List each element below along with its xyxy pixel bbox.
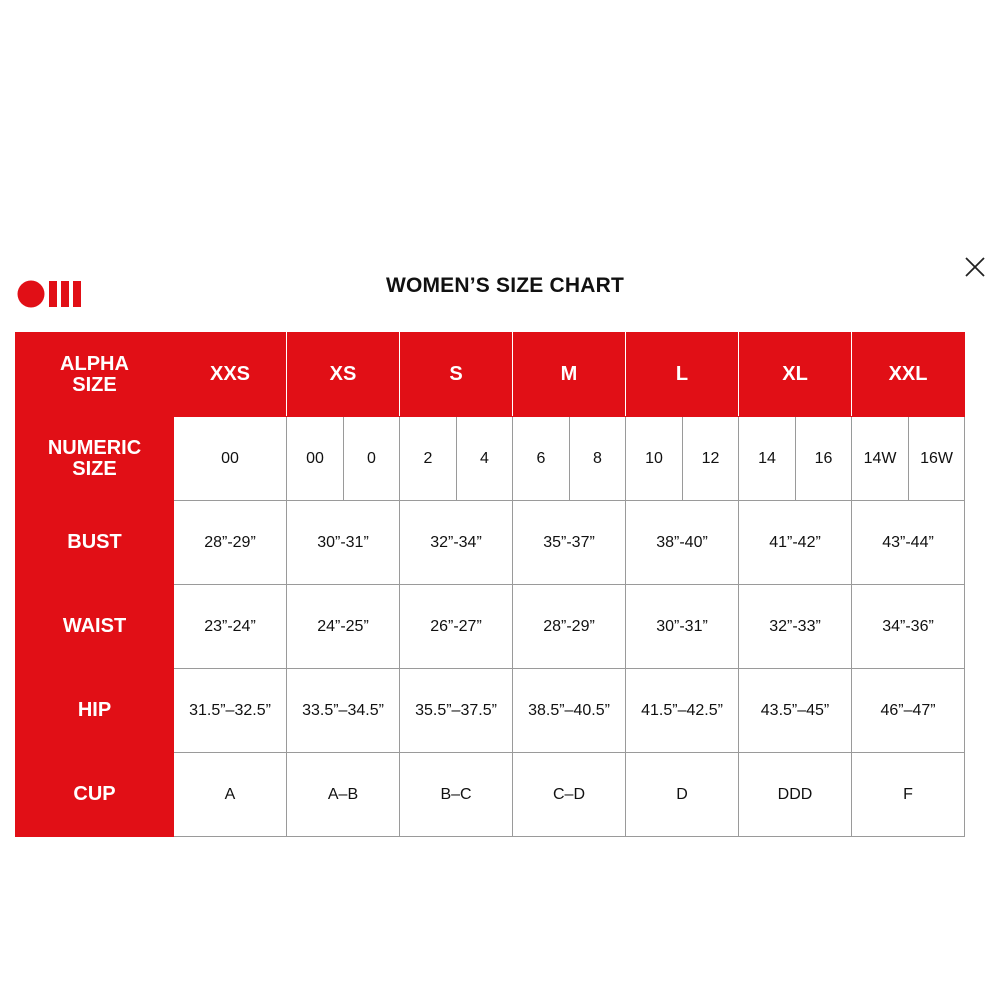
waist-cell: 23”-24” (174, 585, 287, 669)
alpha-size-row (16, 333, 965, 417)
row-label-numeric: NUMERIC SIZE (16, 417, 174, 501)
hip-cell: 43.5”–45” (739, 669, 852, 753)
row-label-alpha: ALPHA SIZE (16, 333, 174, 417)
hip-cell: 38.5”–40.5” (513, 669, 626, 753)
numeric-size-cell: 14 (739, 417, 796, 501)
cup-cell: C–D (513, 753, 626, 837)
numeric-size-cell: 2 (400, 417, 457, 501)
cup-cell: F (852, 753, 965, 837)
numeric-size-cell: 10 (626, 417, 683, 501)
numeric-size-cell: 16W (909, 417, 965, 501)
waist-cell: 26”-27” (400, 585, 513, 669)
page-title: WOMEN’S SIZE CHART (385, 274, 625, 297)
bust-cell: 43”-44” (852, 501, 965, 585)
numeric-size-cell: 16 (796, 417, 852, 501)
numeric-size-cell: 6 (513, 417, 570, 501)
cup-cell: D (626, 753, 739, 837)
alpha-size-cell: XS (287, 333, 400, 417)
hip-cell: 31.5”–32.5” (174, 669, 287, 753)
hip-row (16, 669, 965, 753)
cup-row (16, 753, 965, 837)
numeric-size-cell: 00 (174, 417, 287, 501)
hip-cell: 35.5”–37.5” (400, 669, 513, 753)
alpha-size-cell: XXS (174, 333, 287, 417)
bust-cell: 35”-37” (513, 501, 626, 585)
hip-cell: 46”–47” (852, 669, 965, 753)
bust-cell: 30”-31” (287, 501, 400, 585)
numeric-size-cell: 8 (570, 417, 626, 501)
close-icon[interactable] (962, 254, 988, 280)
bust-row (16, 501, 965, 585)
alpha-size-cell: XXL (852, 333, 965, 417)
numeric-size-cell: 12 (683, 417, 739, 501)
alpha-size-cell: M (513, 333, 626, 417)
numeric-size-cell: 00 (287, 417, 344, 501)
waist-row (16, 585, 965, 669)
cup-cell: DDD (739, 753, 852, 837)
hip-cell: 41.5”–42.5” (626, 669, 739, 753)
numeric-size-row (16, 417, 965, 501)
alpha-size-cell: S (400, 333, 513, 417)
waist-cell: 28”-29” (513, 585, 626, 669)
alpha-size-cell: XL (739, 333, 852, 417)
waist-cell: 24”-25” (287, 585, 400, 669)
bust-cell: 32”-34” (400, 501, 513, 585)
numeric-size-cell: 4 (457, 417, 513, 501)
brand-logo-icon (16, 278, 86, 310)
row-label-cup: CUP (16, 753, 174, 837)
bust-cell: 28”-29” (174, 501, 287, 585)
waist-cell: 32”-33” (739, 585, 852, 669)
cup-cell: A–B (287, 753, 400, 837)
row-label-waist: WAIST (16, 585, 174, 669)
waist-cell: 34”-36” (852, 585, 965, 669)
size-chart-table (15, 332, 965, 837)
row-label-bust: BUST (16, 501, 174, 585)
row-label-hip: HIP (16, 669, 174, 753)
bust-cell: 41”-42” (739, 501, 852, 585)
numeric-size-cell: 14W (852, 417, 909, 501)
cup-cell: B–C (400, 753, 513, 837)
bust-cell: 38”-40” (626, 501, 739, 585)
hip-cell: 33.5”–34.5” (287, 669, 400, 753)
waist-cell: 30”-31” (626, 585, 739, 669)
numeric-size-cell: 0 (344, 417, 400, 501)
cup-cell: A (174, 753, 287, 837)
alpha-size-cell: L (626, 333, 739, 417)
